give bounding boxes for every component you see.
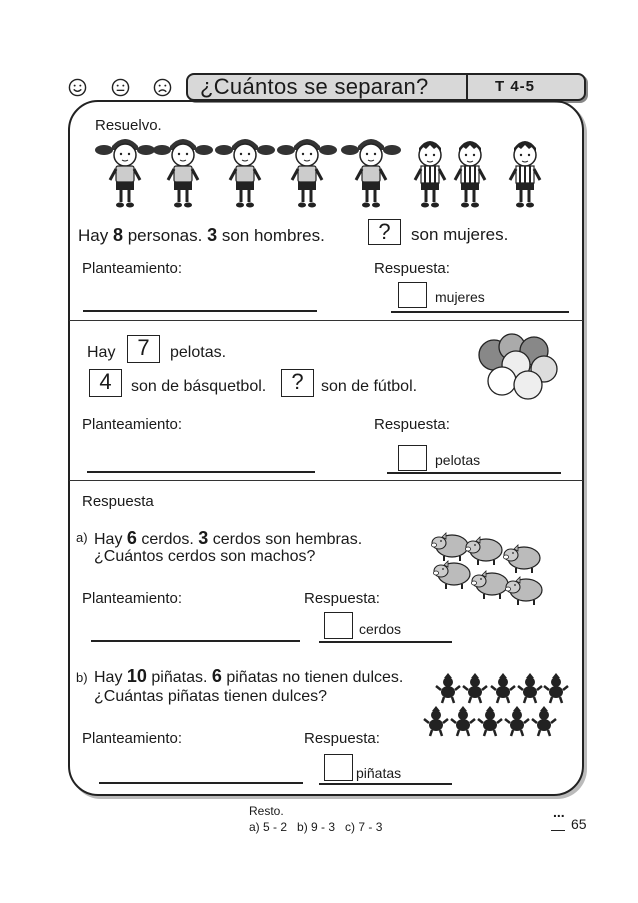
neutral-face-icon[interactable] (111, 78, 130, 97)
section-divider (69, 320, 583, 321)
respuesta-label: Respuesta: (374, 416, 450, 433)
section-divider (69, 480, 583, 481)
pinatas-illustration (418, 670, 574, 744)
pinata-icon (451, 706, 475, 736)
pig-icon (432, 533, 469, 561)
planteamiento-line[interactable] (99, 782, 303, 784)
answer-box[interactable] (398, 282, 427, 308)
pig-icon (504, 545, 541, 573)
sad-face-icon[interactable] (153, 78, 172, 97)
answer-line (391, 311, 569, 313)
pinata-icon (505, 706, 529, 736)
problem-statement-end: son mujeres. (411, 225, 509, 244)
problem-b-line1: Hay 10 piñatas. 6 piñatas no tienen dulces. (94, 666, 404, 686)
instruction: Resuelvo. (95, 117, 162, 134)
total-box: 7 (127, 335, 160, 363)
planteamiento-label: Planteamiento: (82, 416, 183, 433)
footer-resto: Resto. (249, 804, 284, 818)
footer-options: a) 5 - 2 b) 9 - 3 c) 7 - 3 (249, 820, 383, 834)
answer-unit: mujeres (435, 289, 485, 305)
answer-box[interactable] (324, 754, 353, 781)
pinata-icon (463, 673, 487, 703)
footer-dots: ... (553, 804, 565, 820)
answer-box[interactable] (398, 445, 427, 471)
ball-icon (514, 371, 542, 399)
ball-icon (488, 367, 516, 395)
lesson-code: T 4-5 (495, 78, 536, 95)
futbol-text: son de fútbol. (321, 378, 418, 395)
answer-line (319, 641, 452, 643)
pig-icon (466, 537, 503, 565)
title-divider (466, 75, 468, 99)
answer-unit: cerdos (359, 621, 402, 637)
section-heading: Respuesta (82, 493, 154, 510)
item-letter: b) (76, 670, 88, 685)
planteamiento-label: Planteamiento: (82, 590, 183, 607)
pelotas-label: pelotas. (170, 344, 227, 361)
respuesta-label: Respuesta: (304, 590, 380, 607)
planteamiento-line[interactable] (91, 640, 300, 642)
people-illustration (85, 132, 555, 210)
pinata-icon (518, 673, 542, 703)
pinata-icon (424, 706, 448, 736)
problem-statement: Hay 8 personas. 3 son hombres. (78, 225, 325, 245)
pig-icon (506, 577, 543, 605)
item-letter: a) (76, 530, 88, 545)
planteamiento-label: Planteamiento: (82, 260, 183, 277)
question-box: ? (368, 219, 401, 245)
pinata-icon (436, 673, 460, 703)
respuesta-label: Respuesta: (304, 730, 380, 747)
respuesta-label: Respuesta: (374, 260, 450, 277)
footer-underline (551, 830, 565, 831)
answer-line (319, 783, 452, 785)
answer-line (387, 472, 561, 474)
answer-unit: pelotas (435, 452, 481, 468)
problem-b-question: ¿Cuántas piñatas tienen dulces? (94, 688, 328, 705)
pinata-icon (478, 706, 502, 736)
question-box: ? (281, 369, 314, 397)
pigs-illustration (428, 530, 552, 606)
pig-icon (472, 571, 509, 599)
balls-illustration (470, 333, 562, 405)
problem-a-line1: Hay 6 cerdos. 3 cerdos son hembras. (94, 528, 363, 548)
pinata-icon (544, 673, 568, 703)
pig-icon (434, 561, 471, 589)
planteamiento-label: Planteamiento: (82, 730, 183, 747)
pinata-icon (491, 673, 515, 703)
planteamiento-line[interactable] (87, 471, 315, 473)
answer-unit: piñatas (356, 765, 402, 781)
page-title: ¿Cuántos se separan? (200, 74, 429, 99)
basketball-box: 4 (89, 369, 122, 397)
answer-box[interactable] (324, 612, 353, 639)
problem-a-question: ¿Cuántos cerdos son machos? (94, 548, 316, 565)
basketball-text: son de básquetbol. (131, 378, 267, 395)
page-number: 65 (571, 816, 587, 832)
pinata-icon (532, 706, 556, 736)
happy-face-icon[interactable] (68, 78, 87, 97)
planteamiento-line[interactable] (83, 310, 317, 312)
hay-label: Hay (87, 344, 116, 361)
